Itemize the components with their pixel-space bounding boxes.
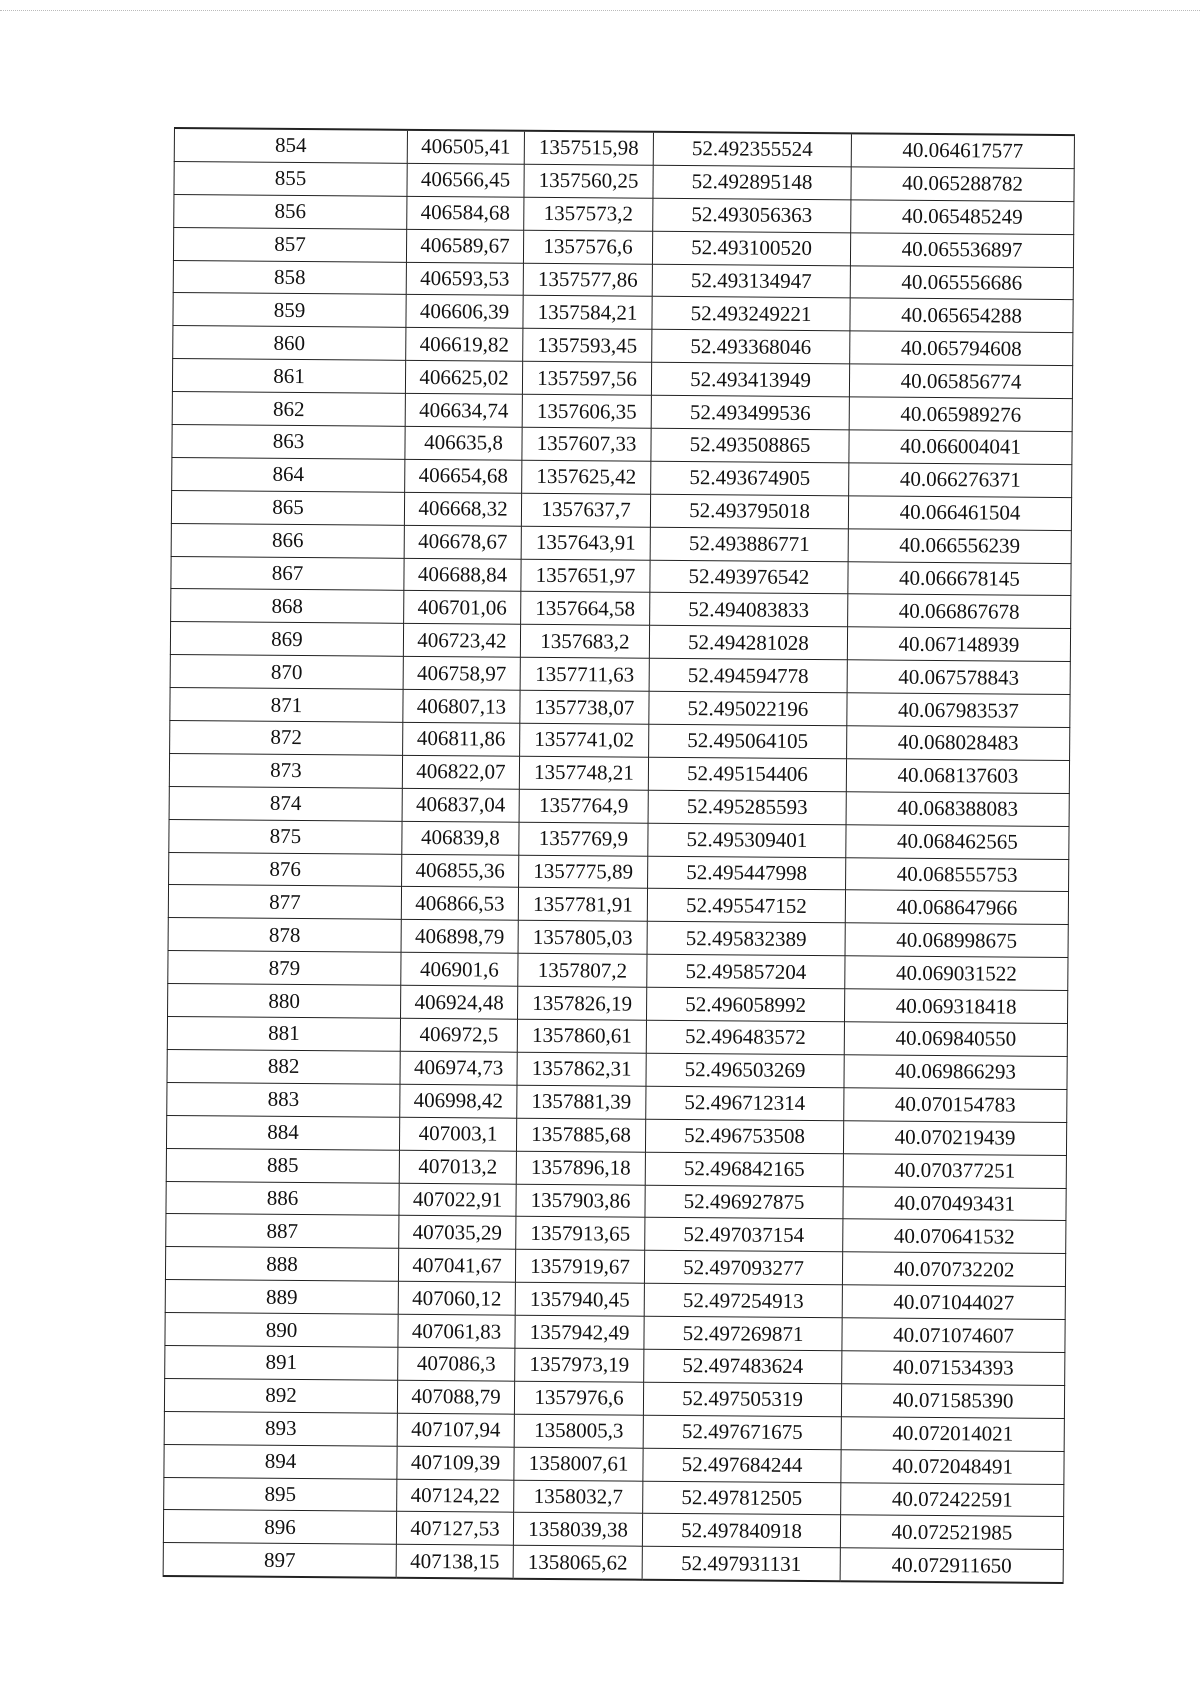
x-coordinate-cell: 406822,07: [402, 755, 519, 789]
scan-top-edge: [0, 10, 1200, 11]
latitude-cell: 52.496753508: [645, 1119, 843, 1153]
latitude-cell: 52.497505319: [643, 1382, 841, 1416]
point-number-cell: 895: [164, 1477, 397, 1512]
x-coordinate-cell: 406701,06: [404, 591, 521, 625]
y-coordinate-cell: 1357576,6: [523, 230, 652, 264]
point-number-cell: 855: [174, 161, 407, 196]
y-coordinate-cell: 1357942,49: [515, 1315, 644, 1349]
latitude-cell: 52.495832389: [647, 922, 845, 956]
point-number-cell: 874: [169, 786, 402, 821]
y-coordinate-cell: 1357862,31: [517, 1052, 646, 1086]
latitude-cell: 52.497684244: [643, 1448, 841, 1482]
point-number-cell: 868: [171, 589, 404, 624]
longitude-cell: 40.067148939: [847, 627, 1070, 662]
point-number-cell: 883: [167, 1082, 400, 1117]
point-number-cell: 864: [172, 457, 405, 492]
longitude-cell: 40.072048491: [841, 1449, 1064, 1484]
longitude-cell: 40.068647966: [845, 890, 1068, 925]
point-number-cell: 866: [171, 523, 404, 558]
longitude-cell: 40.069031522: [845, 956, 1068, 991]
latitude-cell: 52.495022196: [649, 691, 847, 725]
point-number-cell: 856: [174, 194, 407, 229]
latitude-cell: 52.493100520: [652, 231, 850, 265]
longitude-cell: 40.070219439: [843, 1121, 1066, 1156]
longitude-cell: 40.069866293: [844, 1055, 1067, 1090]
point-number-cell: 882: [167, 1049, 400, 1084]
x-coordinate-cell: 406678,67: [404, 525, 521, 559]
point-number-cell: 867: [171, 556, 404, 591]
point-number-cell: 892: [164, 1378, 397, 1413]
x-coordinate-cell: 406901,6: [401, 953, 518, 987]
y-coordinate-cell: 1357976,6: [514, 1381, 643, 1415]
longitude-cell: 40.065485249: [851, 200, 1074, 235]
x-coordinate-cell: 407088,79: [397, 1380, 514, 1414]
point-number-cell: 858: [173, 260, 406, 295]
longitude-cell: 40.072911650: [840, 1548, 1063, 1583]
y-coordinate-cell: 1357903,86: [516, 1184, 645, 1218]
x-coordinate-cell: 406998,42: [400, 1084, 517, 1118]
point-number-cell: 854: [174, 128, 407, 163]
x-coordinate-cell: 406566,45: [407, 163, 524, 197]
x-coordinate-cell: 406974,73: [400, 1051, 517, 1085]
point-number-cell: 896: [163, 1510, 396, 1545]
longitude-cell: 40.065989276: [849, 397, 1072, 432]
x-coordinate-cell: 406584,68: [407, 196, 524, 230]
x-coordinate-cell: 406855,36: [402, 854, 519, 888]
latitude-cell: 52.497812505: [643, 1481, 841, 1515]
point-number-cell: 889: [165, 1280, 398, 1315]
coordinates-table-body: [163, 128, 1074, 1583]
longitude-cell: 40.071534393: [842, 1351, 1065, 1386]
longitude-cell: 40.070154783: [844, 1088, 1067, 1123]
y-coordinate-cell: 1357807,2: [518, 953, 647, 987]
longitude-cell: 40.065794608: [850, 331, 1073, 366]
latitude-cell: 52.495447998: [648, 856, 846, 890]
point-number-cell: 869: [170, 622, 403, 657]
y-coordinate-cell: 1357741,02: [520, 723, 649, 757]
x-coordinate-cell: 407022,91: [399, 1183, 516, 1217]
x-coordinate-cell: 406898,79: [401, 920, 518, 954]
latitude-cell: 52.497483624: [644, 1349, 842, 1383]
longitude-cell: 40.066678145: [848, 561, 1071, 596]
latitude-cell: 52.495857204: [647, 955, 845, 989]
point-number-cell: 860: [173, 326, 406, 361]
x-coordinate-cell: 406811,86: [403, 722, 520, 756]
y-coordinate-cell: 1357973,19: [515, 1348, 644, 1382]
point-number-cell: 881: [167, 1017, 400, 1052]
latitude-cell: 52.493413949: [651, 362, 849, 396]
y-coordinate-cell: 1357606,35: [522, 394, 651, 428]
y-coordinate-cell: 1357860,61: [517, 1019, 646, 1053]
point-number-cell: 884: [166, 1115, 399, 1150]
latitude-cell: 52.493368046: [652, 330, 850, 364]
point-number-cell: 888: [165, 1247, 398, 1282]
y-coordinate-cell: 1357896,18: [516, 1151, 645, 1185]
longitude-cell: 40.072422591: [841, 1482, 1064, 1517]
longitude-cell: 40.068998675: [845, 923, 1068, 958]
x-coordinate-cell: 406924,48: [401, 985, 518, 1019]
x-coordinate-cell: 407086,3: [398, 1347, 515, 1381]
point-number-cell: 861: [172, 359, 405, 394]
longitude-cell: 40.068137603: [846, 759, 1069, 794]
y-coordinate-cell: 1357560,25: [524, 164, 653, 198]
x-coordinate-cell: 407124,22: [397, 1479, 514, 1513]
longitude-cell: 40.070377251: [843, 1153, 1066, 1188]
y-coordinate-cell: 1357748,21: [519, 756, 648, 790]
x-coordinate-cell: 406972,5: [400, 1018, 517, 1052]
point-number-cell: 872: [170, 721, 403, 756]
longitude-cell: 40.070732202: [842, 1252, 1065, 1287]
latitude-cell: 52.497093277: [644, 1251, 842, 1285]
y-coordinate-cell: 1358007,61: [514, 1447, 643, 1481]
latitude-cell: 52.497269871: [644, 1316, 842, 1350]
longitude-cell: 40.065288782: [851, 167, 1074, 202]
point-number-cell: 877: [168, 885, 401, 920]
y-coordinate-cell: 1357573,2: [524, 197, 653, 231]
latitude-cell: 52.497931131: [642, 1547, 840, 1582]
longitude-cell: 40.068462565: [846, 825, 1069, 860]
longitude-cell: 40.069840550: [844, 1022, 1067, 1057]
latitude-cell: 52.493134947: [652, 264, 850, 298]
x-coordinate-cell: 406837,04: [402, 788, 519, 822]
y-coordinate-cell: 1357625,42: [522, 460, 651, 494]
x-coordinate-cell: 407003,1: [399, 1117, 516, 1151]
point-number-cell: 873: [169, 753, 402, 788]
table-row: [163, 1543, 1063, 1583]
x-coordinate-cell: 406723,42: [403, 624, 520, 658]
longitude-cell: 40.067983537: [847, 693, 1070, 728]
point-number-cell: 857: [173, 227, 406, 262]
longitude-cell: 40.066004041: [849, 430, 1072, 465]
longitude-cell: 40.064617577: [851, 133, 1074, 168]
point-number-cell: 890: [165, 1313, 398, 1348]
x-coordinate-cell: 406866,53: [401, 887, 518, 921]
x-coordinate-cell: 407041,67: [398, 1249, 515, 1283]
latitude-cell: 52.496712314: [646, 1086, 844, 1120]
point-number-cell: 897: [163, 1543, 396, 1578]
x-coordinate-cell: 406839,8: [402, 821, 519, 855]
latitude-cell: 52.493249221: [652, 297, 850, 331]
latitude-cell: 52.494281028: [649, 626, 847, 660]
x-coordinate-cell: 406688,84: [404, 558, 521, 592]
longitude-cell: 40.071044027: [842, 1285, 1065, 1320]
y-coordinate-cell: 1357881,39: [517, 1085, 646, 1119]
longitude-cell: 40.065536897: [850, 232, 1073, 267]
x-coordinate-cell: 406807,13: [403, 689, 520, 723]
latitude-cell: 52.495547152: [647, 889, 845, 923]
y-coordinate-cell: 1357637,7: [521, 493, 650, 527]
latitude-cell: 52.493056363: [653, 198, 851, 232]
point-number-cell: 886: [166, 1181, 399, 1216]
longitude-cell: 40.068388083: [846, 792, 1069, 827]
longitude-cell: 40.068555753: [846, 857, 1069, 892]
y-coordinate-cell: 1357584,21: [523, 296, 652, 330]
point-number-cell: 870: [170, 655, 403, 690]
latitude-cell: 52.492895148: [653, 165, 851, 199]
latitude-cell: 52.497254913: [644, 1283, 842, 1317]
x-coordinate-cell: 406606,39: [406, 295, 523, 329]
x-coordinate-cell: 407060,12: [398, 1281, 515, 1315]
point-number-cell: 893: [164, 1411, 397, 1446]
x-coordinate-cell: 406634,74: [405, 393, 522, 427]
point-number-cell: 865: [171, 490, 404, 525]
y-coordinate-cell: 1357597,56: [522, 361, 651, 395]
y-coordinate-cell: 1357593,45: [523, 329, 652, 363]
x-coordinate-cell: 406589,67: [406, 229, 523, 263]
point-number-cell: 885: [166, 1148, 399, 1183]
point-number-cell: 859: [173, 293, 406, 328]
x-coordinate-cell: 406619,82: [406, 328, 523, 362]
point-number-cell: 894: [164, 1444, 397, 1479]
latitude-cell: 52.496842165: [645, 1152, 843, 1186]
x-coordinate-cell: 407127,53: [396, 1512, 513, 1546]
x-coordinate-cell: 407013,2: [399, 1150, 516, 1184]
latitude-cell: 52.493508865: [651, 428, 849, 462]
y-coordinate-cell: 1357769,9: [519, 822, 648, 856]
latitude-cell: 52.493674905: [651, 461, 849, 495]
x-coordinate-cell: 407035,29: [399, 1216, 516, 1250]
y-coordinate-cell: 1357940,45: [515, 1282, 644, 1316]
y-coordinate-cell: 1357683,2: [520, 625, 649, 659]
coordinates-table: [163, 127, 1075, 1584]
y-coordinate-cell: 1357738,07: [520, 690, 649, 724]
latitude-cell: 52.495285593: [648, 790, 846, 824]
y-coordinate-cell: 1357643,91: [521, 526, 650, 560]
longitude-cell: 40.066556239: [848, 528, 1071, 563]
point-number-cell: 887: [166, 1214, 399, 1249]
y-coordinate-cell: 1357826,19: [518, 986, 647, 1020]
x-coordinate-cell: 407107,94: [397, 1413, 514, 1447]
latitude-cell: 52.492355524: [653, 132, 851, 167]
latitude-cell: 52.496927875: [645, 1185, 843, 1219]
x-coordinate-cell: 406654,68: [405, 459, 522, 493]
latitude-cell: 52.497671675: [643, 1415, 841, 1449]
latitude-cell: 52.497840918: [642, 1514, 840, 1548]
y-coordinate-cell: 1357651,97: [521, 559, 650, 593]
latitude-cell: 52.496058992: [646, 987, 844, 1021]
latitude-cell: 52.496503269: [646, 1053, 844, 1087]
y-coordinate-cell: 1357781,91: [518, 888, 647, 922]
point-number-cell: 880: [168, 984, 401, 1019]
y-coordinate-cell: 1357805,03: [518, 921, 647, 955]
point-number-cell: 891: [165, 1345, 398, 1380]
latitude-cell: 52.493886771: [650, 527, 848, 561]
y-coordinate-cell: 1357913,65: [516, 1217, 645, 1251]
longitude-cell: 40.066867678: [848, 594, 1071, 629]
latitude-cell: 52.495309401: [648, 823, 846, 857]
x-coordinate-cell: 407109,39: [397, 1446, 514, 1480]
latitude-cell: 52.495154406: [648, 757, 846, 791]
y-coordinate-cell: 1357775,89: [519, 855, 648, 889]
point-number-cell: 875: [169, 819, 402, 854]
y-coordinate-cell: 1357919,67: [515, 1249, 644, 1283]
y-coordinate-cell: 1357664,58: [521, 592, 650, 626]
latitude-cell: 52.494594778: [649, 658, 847, 692]
longitude-cell: 40.070493431: [843, 1186, 1066, 1221]
x-coordinate-cell: 406593,53: [406, 262, 523, 296]
x-coordinate-cell: 406625,02: [405, 361, 522, 395]
y-coordinate-cell: 1358065,62: [513, 1546, 642, 1580]
longitude-cell: 40.065556686: [850, 265, 1073, 300]
point-number-cell: 862: [172, 392, 405, 427]
x-coordinate-cell: 406505,41: [407, 130, 524, 164]
point-number-cell: 878: [168, 918, 401, 953]
x-coordinate-cell: 406668,32: [404, 492, 521, 526]
longitude-cell: 40.066276371: [849, 463, 1072, 498]
longitude-cell: 40.067578843: [847, 660, 1070, 695]
longitude-cell: 40.068028483: [847, 726, 1070, 761]
latitude-cell: 52.495064105: [649, 724, 847, 758]
longitude-cell: 40.072521985: [840, 1515, 1063, 1550]
longitude-cell: 40.072014021: [841, 1417, 1064, 1452]
latitude-cell: 52.493795018: [650, 494, 848, 528]
y-coordinate-cell: 1357764,9: [519, 789, 648, 823]
latitude-cell: 52.494083833: [650, 593, 848, 627]
latitude-cell: 52.497037154: [645, 1218, 843, 1252]
point-number-cell: 879: [168, 951, 401, 986]
point-number-cell: 876: [169, 852, 402, 887]
longitude-cell: 40.070641532: [843, 1219, 1066, 1254]
latitude-cell: 52.493499536: [651, 395, 849, 429]
y-coordinate-cell: 1357577,86: [523, 263, 652, 297]
point-number-cell: 863: [172, 425, 405, 460]
longitude-cell: 40.069318418: [844, 989, 1067, 1024]
x-coordinate-cell: 407061,83: [398, 1314, 515, 1348]
y-coordinate-cell: 1357711,63: [520, 657, 649, 691]
point-number-cell: 871: [170, 688, 403, 723]
x-coordinate-cell: 406635,8: [405, 426, 522, 460]
x-coordinate-cell: 407138,15: [396, 1545, 513, 1579]
y-coordinate-cell: 1358005,3: [514, 1414, 643, 1448]
longitude-cell: 40.071585390: [841, 1384, 1064, 1419]
x-coordinate-cell: 406758,97: [403, 657, 520, 691]
longitude-cell: 40.071074607: [842, 1318, 1065, 1353]
longitude-cell: 40.065654288: [850, 298, 1073, 333]
longitude-cell: 40.065856774: [849, 364, 1072, 399]
y-coordinate-cell: 1358039,38: [513, 1513, 642, 1547]
latitude-cell: 52.493976542: [650, 560, 848, 594]
longitude-cell: 40.066461504: [848, 496, 1071, 531]
y-coordinate-cell: 1357885,68: [516, 1118, 645, 1152]
latitude-cell: 52.496483572: [646, 1020, 844, 1054]
y-coordinate-cell: 1357515,98: [524, 131, 653, 165]
y-coordinate-cell: 1357607,33: [522, 427, 651, 461]
y-coordinate-cell: 1358032,7: [514, 1480, 643, 1514]
